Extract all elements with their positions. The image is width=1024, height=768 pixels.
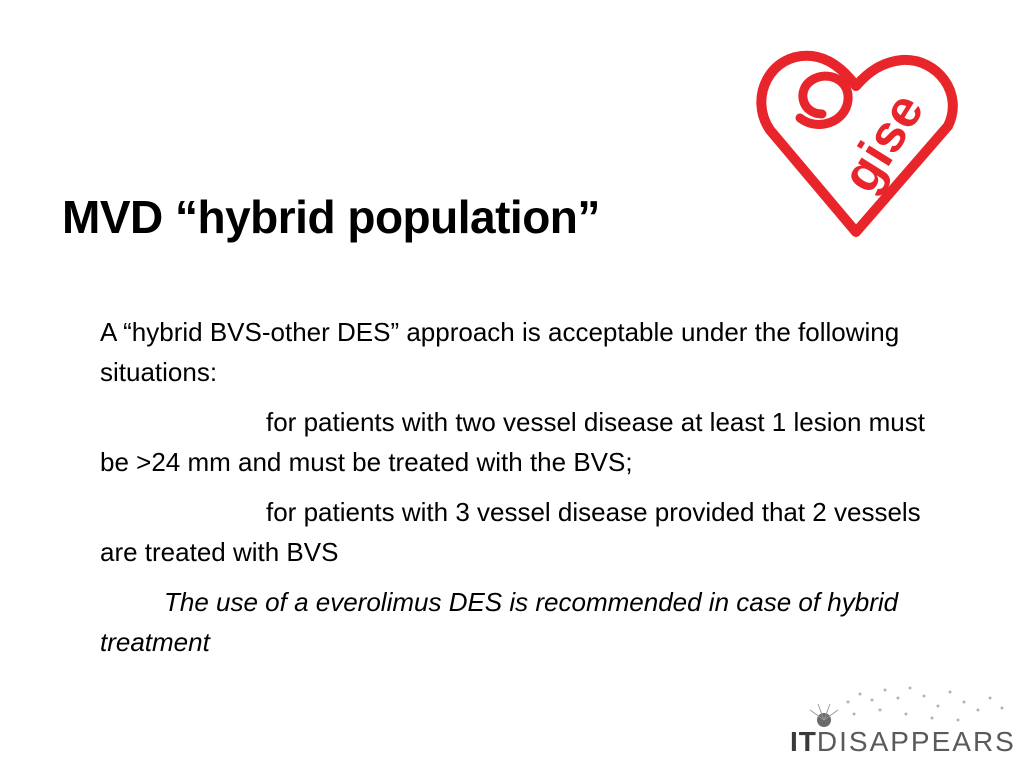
recommendation-note: The use of a everolimus DES is recommended in case of hybrid treatment xyxy=(100,587,899,657)
slide-body xyxy=(100,312,960,662)
brand-wordmark xyxy=(790,726,1016,758)
intro-paragraph: A “hybrid BVS-other DES” approach is acceptable under the following situations: xyxy=(100,317,900,387)
brand-disappears: DISAPPEARS xyxy=(816,726,1016,757)
svg-text:gise: gise xyxy=(830,83,936,203)
situation-two-vessel: for patients with two vessel disease at least 1 lesion must be >24 mm and must be treated with the BVS; xyxy=(100,407,925,477)
gise-heart-logo-icon xyxy=(752,34,968,246)
slide-title: MVD “hybrid population” xyxy=(62,191,600,243)
situation-three-vessel: for patients with 3 vessel disease provided that 2 vessels are treated with BVS xyxy=(100,497,921,567)
gise-logo xyxy=(752,34,968,246)
it-disappears-logo xyxy=(790,680,1020,760)
brand-it: IT xyxy=(790,726,817,757)
